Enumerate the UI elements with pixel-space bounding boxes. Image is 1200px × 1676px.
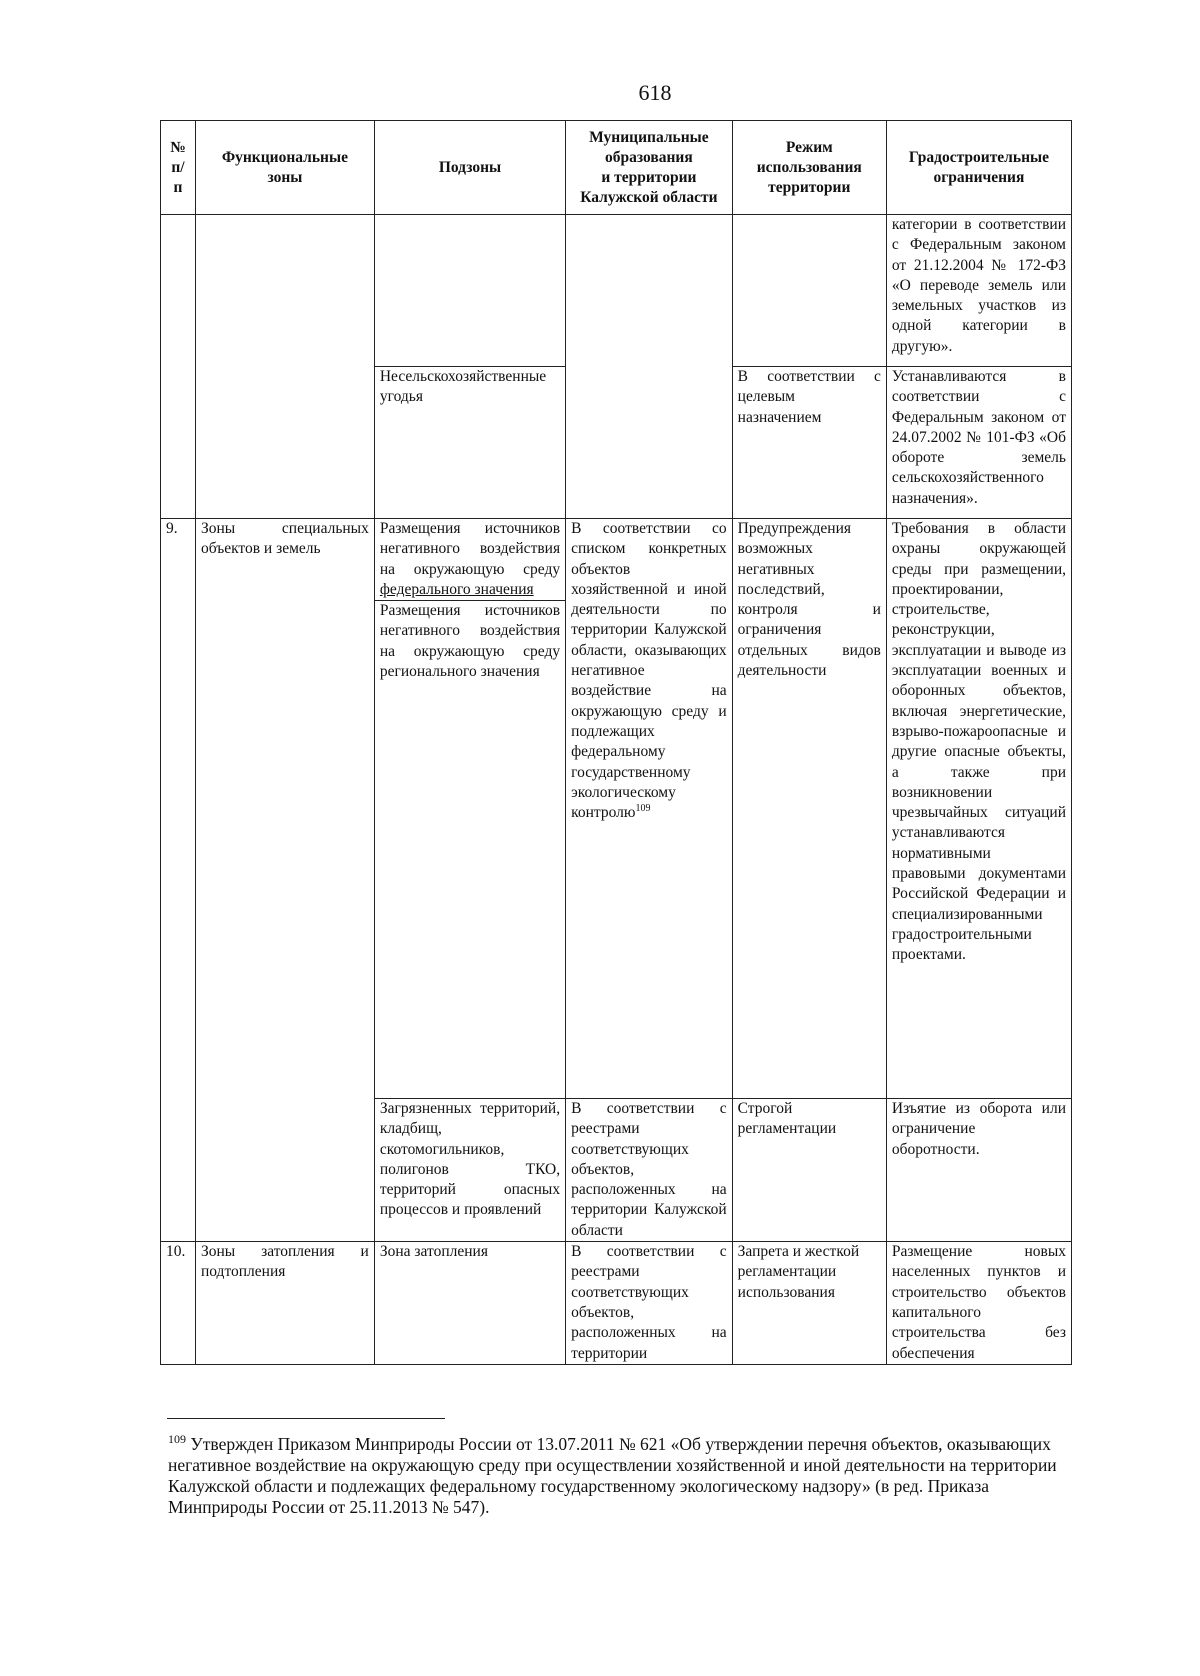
cell-restrictions: Требования в области охраны окружающей среды при размещении, проектировании, строительстве, реконструкции, эксплуатации и выводе из эксплуатации военных и оборонных объектов, включая энергетические, взрыво-пожароопасные и другие опасные объекты, а также при возникновении чрезвычайных ситуаций устанавливаются нормативными правовыми документами Российской Федерации и специализированными градостроительными проектами. (886, 519, 1071, 1099)
cell-zone: Зоны затопления и подтопления (195, 1242, 374, 1365)
cell-subzone (374, 519, 565, 1099)
zones-table (160, 120, 1072, 1365)
cell-subzone: Зона затопления (374, 1242, 565, 1365)
table-header-row (161, 121, 1072, 215)
cell-num: 10. (161, 1242, 196, 1365)
cell-municipal: В соответствии со списком конкретных объектов хозяйственной и иной деятельности по территории Калужской области, оказывающих негативное воздействие на окружающую среду и подлежащих федеральному государственному экологическому контролю$^{109}$ (566, 519, 733, 1099)
cell-regime: Запрета и жесткой регламентации использования (732, 1242, 886, 1365)
cell-regime: В соответствии с целевым назначением (732, 367, 886, 519)
footnote-ref[interactable]: 109 (635, 803, 651, 814)
footnote (168, 1434, 1078, 1518)
cell-zone: Зоны специальных объектов и земель (195, 519, 374, 1242)
cell-num: 9. (161, 519, 196, 1242)
footnote-divider (167, 1418, 445, 1419)
header-num: № п/ п (161, 121, 196, 215)
header-regime: Режим использования территории (732, 121, 886, 215)
cell-num (161, 215, 196, 519)
table-row (161, 519, 1072, 1099)
footnote-marker: 109 (168, 1432, 186, 1447)
cell-regime: Строгой регламентации (732, 1099, 886, 1242)
cell-subzone: Несельскохозяйственные угодья (374, 367, 565, 519)
cell-subzone (374, 215, 565, 367)
cell-restrictions: Размещение новых населенных пунктов и строительство объектов капитального строительства без обеспечения (886, 1242, 1071, 1365)
cell-municipal: В соответствии с реестрами соответствующих объектов, расположенных на территории (566, 1242, 733, 1365)
cell-municipal (566, 215, 733, 519)
cell-restrictions: Изъятие из оборота или ограничение оборотности. (886, 1099, 1071, 1242)
subzone-regional: Размещения источников негативного воздействия на окружающую среду регионального значения (375, 600, 565, 682)
header-subzones: Подзоны (374, 121, 565, 215)
header-restrictions: Градостроительные ограничения (886, 121, 1071, 215)
cell-municipal: В соответствии с реестрами соответствующих объектов, расположенных на территории Калужской области (566, 1099, 733, 1242)
cell-regime: Предупреждения возможных негативных последствий, контроля и ограничения отдельных видов деятельности (732, 519, 886, 1099)
cell-regime (732, 215, 886, 367)
cell-zone (195, 215, 374, 519)
subzone-federal: Размещения источников негативного воздействия на окружающую среду федерального значения (379, 520, 561, 598)
table-row (161, 1242, 1072, 1365)
cell-subzone: Загрязненных территорий, кладбищ, скотомогильников, полигонов ТКО, территорий опасных процессов и проявлений (374, 1099, 565, 1242)
header-municipal: Муниципальные образования и территории Калужской области (566, 121, 733, 215)
footnote-text: Утвержден Приказом Минприроды России от 13.07.2011 № 621 «Об утверждении перечня объектов, оказывающих негативное воздействие на окружающую среду при осуществлении хозяйственной и иной деятельности на территории Калужской области и подлежащих федеральному государственному экологическому надзору» (в ред. Приказа Минприроды России от 25.11.2013 № 547). (168, 1434, 1057, 1517)
cell-restrictions: категории в соответствии с Федеральным законом от 21.12.2004 № 172-ФЗ «О переводе земель или земельных участков из одной категории в другую». (886, 215, 1071, 367)
page-number: 618 (638, 80, 672, 105)
table-row (161, 215, 1072, 367)
cell-restrictions: Устанавливаются в соответствии с Федеральным законом от 24.07.2002 № 101-ФЗ «Об обороте земель сельскохозяйственного назначения». (886, 367, 1071, 519)
header-functional-zones: Функциональные зоны (195, 121, 374, 215)
